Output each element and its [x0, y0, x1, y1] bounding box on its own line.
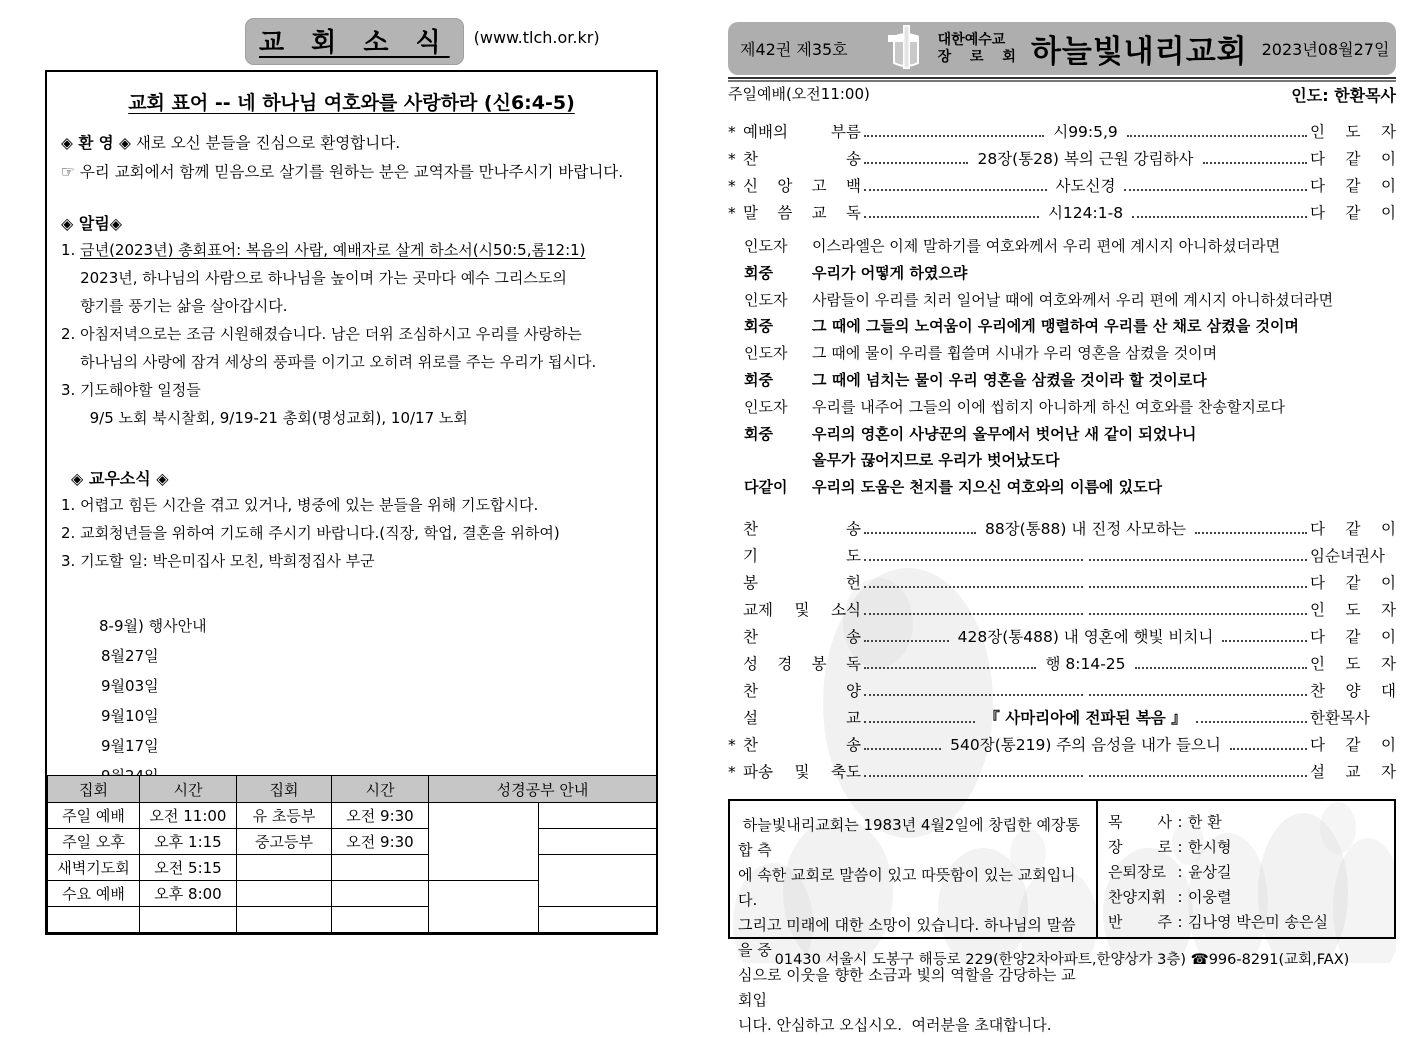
dotted-leader [1127, 126, 1307, 137]
table-row [48, 829, 657, 855]
order-item-person: 다 같 이 [1310, 177, 1396, 195]
cell-time [332, 855, 429, 881]
event-date: 9월03일 [101, 677, 159, 695]
dotted-leader [864, 739, 941, 750]
cell-meeting: 유 초등부 [237, 803, 332, 829]
cell-meeting [48, 907, 140, 933]
worship-order-list-2 [728, 517, 1396, 787]
worship-order-list [728, 120, 1396, 228]
standing-marker: * [728, 204, 736, 222]
reading-text: 우리를 내주어 그들의 이에 씹히지 아니하게 하신 여호와를 찬송할지로다 [812, 397, 1285, 416]
reading-speaker: 회중 [744, 263, 773, 282]
staff-name: 한 환 [1188, 812, 1222, 831]
dotted-leader [1132, 207, 1307, 218]
order-item-label: 교제 및 소식 [743, 600, 861, 619]
text-line: ☞ 우리 교회에서 함께 믿음으로 살기를 원하는 분은 교역자를 만나주시기 바랍니다. [61, 163, 624, 181]
text-line: 2. 교회청년들을 위하여 기도해 주시기 바랍니다.(직장, 학업, 결혼을 위하여) [61, 524, 560, 542]
intro-line: 심으로 이웃을 향한 소금과 빛의 역할을 감당하는 교회입 [738, 965, 1076, 1009]
order-item-detail: 28장(통28) 복의 근원 강림하사 [977, 150, 1194, 168]
reading-speaker: 회중 [744, 317, 773, 336]
standing-marker: * [728, 762, 736, 781]
cell-bible-study [429, 881, 539, 933]
text-line: 2023년, 하나님의 사람으로 하나님을 높이며 가는 곳마다 예수 그리스도의 [61, 269, 567, 287]
cell-bible-study [539, 907, 657, 933]
table-row [48, 803, 657, 829]
cell-time: 오전 9:30 [332, 829, 429, 855]
text-line: 9/5 노회 북시찰회, 9/19-21 총회(명성교회), 10/17 노회 [61, 409, 468, 427]
reading-text: 그 때에 넘치는 물이 우리 영혼을 삼켰을 것이라 할 것이로다 [812, 370, 1207, 389]
reading-line [744, 396, 1396, 423]
masthead-bar [728, 22, 1396, 75]
church-news-title: 교 회 소 식 [259, 28, 450, 58]
reading-line [744, 235, 1396, 262]
order-item-person: 인 도 자 [1310, 600, 1396, 619]
worship-order-row [728, 544, 1396, 571]
text-line: 향기를 풍기는 삶을 살아갑시다. [61, 297, 288, 315]
column-header: 시간 [140, 776, 237, 803]
order-item-detail: 시99:5,9 [1053, 123, 1118, 141]
dotted-leader [1124, 180, 1307, 191]
worship-order-row [728, 598, 1396, 625]
order-item-person: 임순녀권사 [1310, 546, 1385, 565]
reading-speaker: 다같이 [744, 478, 788, 497]
order-item-person: 한환목사 [1310, 708, 1370, 727]
worship-order-row [728, 760, 1396, 787]
denomination-name: 대한예수교 장 로 회 [937, 31, 1023, 65]
cell-bible-study [539, 803, 657, 829]
cell-meeting: 새벽기도회 [48, 855, 140, 881]
service-time-label: 주일예배(오전11:00) [728, 85, 870, 103]
table-row [48, 855, 657, 881]
intro-line: 그리고 미래에 대한 소망이 있습니다. 하나님의 말씀을 중 [738, 915, 1076, 959]
order-item-label: 봉 헌 [743, 573, 861, 592]
church-motto: 교회 표어 -- 네 하나님 여호와를 사랑하라 (신6:4-5) [128, 92, 575, 114]
standing-marker: * [728, 123, 736, 141]
order-item-label: 찬 송 [743, 150, 861, 168]
order-item-person: 다 같 이 [1310, 204, 1397, 222]
order-item-person: 다 같 이 [1310, 150, 1396, 168]
dotted-leader [864, 207, 1039, 218]
reading-line [744, 369, 1396, 396]
dotted-leader [864, 577, 1083, 588]
volume-issue-label: 제42권 제35호 [740, 40, 848, 59]
cell-bible-study [429, 803, 539, 881]
colon-separator: : [1177, 862, 1183, 881]
dotted-leader [864, 604, 1083, 615]
reading-line [744, 342, 1396, 369]
dotted-leader [864, 631, 949, 642]
dotted-leader [864, 180, 1047, 191]
order-item-person: 인 도 자 [1310, 123, 1397, 141]
reading-speaker: 인도자 [744, 237, 788, 255]
text-line: 2. 아침저녁으로는 조금 시원해졌습니다. 남은 더위 조심하시고 우리를 사랑하는 [61, 325, 582, 343]
worship-order-row [728, 571, 1396, 598]
reading-speaker: 회중 [744, 370, 773, 389]
event-date: 8월27일 [101, 647, 159, 665]
events-section-title: 8-9월) 행사안내 [99, 617, 207, 635]
staff-role: 장 로 [1108, 837, 1172, 856]
member-news-section [61, 491, 642, 575]
staff-name: 김나영 박은미 송은실 [1188, 912, 1328, 931]
dotted-leader [864, 550, 1083, 561]
staff-role: 목 사 [1108, 812, 1172, 831]
events-date-list [61, 641, 642, 791]
worship-order-row [728, 174, 1396, 201]
dotted-leader [1089, 766, 1308, 777]
reading-line [744, 315, 1396, 342]
reading-text: 우리의 도움은 천지를 지으신 여호와의 이름에 있도다 [812, 478, 1163, 497]
notice-section [61, 236, 642, 432]
order-item-detail: 시124:1-8 [1047, 204, 1124, 222]
order-item-detail: 사도신경 [1055, 177, 1116, 195]
staff-role: 은퇴장로 [1108, 862, 1166, 881]
dotted-leader [864, 658, 1036, 669]
order-item-label: 찬 송 [743, 735, 861, 754]
reading-line [744, 289, 1396, 316]
worship-order-row [728, 652, 1396, 679]
staff-list [1098, 801, 1394, 937]
dotted-leader [1089, 577, 1308, 588]
member-news-section-title: ◈ 교우소식 ◈ [71, 469, 169, 488]
reading-speaker: 회중 [744, 424, 773, 443]
service-info-row [728, 83, 1396, 106]
bulletin-left-page [45, 18, 658, 935]
service-leader-label: 인도: 한환목사 [1291, 86, 1396, 105]
dotted-leader [1135, 658, 1307, 669]
staff-row [1108, 836, 1394, 861]
church-name: 하늘빛내리교회 [1030, 34, 1248, 70]
staff-role: 반 주 [1108, 912, 1172, 931]
order-item-person: 다 같 이 [1310, 519, 1396, 538]
text-line: ◈ 환 영 ◈ 새로 오신 분들을 진심으로 환영합니다. [61, 134, 401, 152]
column-header-bible-study: 성경공부 안내 [429, 776, 657, 803]
order-item-label: 기 도 [743, 546, 861, 565]
reading-text: 이스라엘은 이제 말하기를 여호와께서 우리 편에 계시지 아니하셨더라면 [812, 237, 1281, 255]
order-item-label: 예배의 부름 [743, 123, 861, 141]
reading-speaker: 인도자 [744, 290, 788, 309]
bulletin-date: 2023년08월27일 [1261, 40, 1390, 59]
order-item-detail: 428장(통488) 내 영혼에 햇빛 비치니 [957, 627, 1214, 646]
cell-time: 오전 9:30 [332, 803, 429, 829]
dotted-leader [1195, 523, 1307, 534]
order-item-label: 찬 양 [743, 681, 861, 700]
order-item-person: 찬 양 대 [1310, 681, 1396, 700]
reading-text: 사람들이 우리를 치러 일어날 때에 여호와께서 우리 편에 계시지 아니하셨더라면 [812, 290, 1334, 309]
dotted-leader [864, 766, 1083, 777]
bulletin-right-page [728, 18, 1397, 1034]
cell-bible-study [539, 855, 657, 907]
cell-time [332, 881, 429, 907]
staff-row [1108, 811, 1394, 836]
dotted-leader [1089, 604, 1308, 615]
column-header: 시간 [332, 776, 429, 803]
denomination-cross-logo-icon [884, 23, 930, 75]
event-date: 9월17일 [101, 737, 159, 755]
intro-line: 니다. 안심하고 오십시오. 여러분을 초대합니다. [738, 1015, 1052, 1034]
order-item-label: 설 교 [743, 708, 861, 727]
order-item-person: 다 같 이 [1310, 573, 1396, 592]
dotted-leader [1203, 153, 1307, 164]
worship-order-row [728, 201, 1396, 228]
order-item-person: 다 같 이 [1310, 735, 1396, 754]
staff-name: 이웅렬 [1188, 887, 1232, 906]
order-item-label: 찬 송 [743, 627, 861, 646]
staff-row [1108, 861, 1394, 886]
staff-role: 찬양지휘 [1108, 887, 1166, 906]
text-line: 1. 금년(2023년) 총회표어: 복음의 사람, 예배자로 살게 하소서(시50:5,롬12:1) [61, 241, 586, 259]
left-page-header [245, 18, 658, 65]
order-item-detail: 540장(통219) 주의 음성을 내가 들으니 [950, 735, 1221, 754]
order-item-detail: 행 8:14-25 [1045, 654, 1126, 673]
order-item-label: 찬 송 [743, 519, 861, 538]
cell-meeting: 주일 예배 [48, 803, 140, 829]
cell-time [332, 907, 429, 933]
staff-name: 윤상길 [1188, 862, 1232, 881]
worship-order-row [728, 679, 1396, 706]
order-item-detail: 88장(통88) 내 진정 사모하는 [984, 519, 1187, 538]
cell-meeting [237, 881, 332, 907]
notice-section-title: ◈ 알림◈ [61, 214, 123, 233]
cell-meeting: 주일 오후 [48, 829, 140, 855]
dotted-leader [864, 685, 1083, 696]
reading-speaker: 인도자 [744, 397, 788, 416]
colon-separator: : [1177, 812, 1183, 831]
order-item-person: 설 교 자 [1310, 762, 1396, 781]
reading-speaker: 인도자 [744, 344, 788, 363]
order-item-person: 인 도 자 [1310, 654, 1396, 673]
church-website-url: (www.tlch.or.kr) [473, 28, 600, 47]
text-line: 3. 기도할 일: 박은미집사 모친, 박희정집사 부군 [61, 552, 375, 570]
table-row [48, 907, 657, 933]
dotted-leader [1222, 631, 1307, 642]
reading-line [744, 262, 1396, 289]
dotted-leader [864, 153, 968, 164]
staff-row [1108, 886, 1394, 911]
worship-order-row [728, 706, 1396, 733]
standing-marker: * [728, 177, 736, 195]
left-page-content-box [45, 70, 658, 935]
text-line: 3. 기도해야할 일정들 [61, 381, 201, 399]
reading-line [744, 449, 1396, 476]
order-item-label: 성 경 봉 독 [743, 654, 861, 673]
dotted-leader [864, 523, 976, 534]
column-header: 집회 [48, 776, 140, 803]
order-item-person: 다 같 이 [1310, 627, 1396, 646]
cell-meeting [237, 855, 332, 881]
church-news-title-box [245, 18, 464, 65]
church-address-footer: 01430 서울시 도봉구 해등로 229(한양2차아파트,한양상가 3층) ☎996-8291(교회,FAX) [774, 951, 1350, 968]
intro-line: 하늘빛내리교회는 1983년 4월2일에 창립한 예장통합 측 [738, 815, 1080, 859]
cell-meeting: 수요 예배 [48, 881, 140, 907]
reading-line [744, 423, 1396, 450]
dotted-leader [1089, 685, 1308, 696]
dotted-leader [1196, 712, 1307, 723]
event-date: 9월10일 [101, 707, 159, 725]
dotted-leader [1230, 739, 1307, 750]
responsive-reading [728, 235, 1396, 503]
divider-double-line [728, 77, 1396, 82]
order-item-label: 말 씀 교 독 [743, 204, 861, 222]
staff-name: 한시형 [1188, 837, 1232, 856]
colon-separator: : [1177, 887, 1183, 906]
cell-meeting [237, 907, 332, 933]
order-item-detail: 『 사마리아에 전파된 복음 』 [984, 708, 1187, 727]
standing-marker: * [728, 735, 736, 754]
text-line: 하나님의 사랑에 잠겨 세상의 풍파를 이기고 오히려 위로를 주는 우리가 됩시다. [61, 353, 597, 371]
welcome-section [61, 129, 642, 187]
reading-text: 그 때에 물이 우리를 휩쓸며 시내가 우리 영혼을 삼켰을 것이며 [812, 344, 1218, 363]
cell-time: 오전 5:15 [140, 855, 237, 881]
reading-text: 올무가 끊어지므로 우리가 벗어났도다 [812, 451, 1060, 470]
worship-order-row [728, 625, 1396, 652]
standing-marker: * [728, 150, 736, 168]
cell-time: 오전 11:00 [140, 803, 237, 829]
reading-text: 우리의 영혼이 사냥꾼의 올무에서 벗어난 새 같이 되었나니 [812, 424, 1197, 443]
dotted-leader [864, 126, 1044, 137]
table-header-row [48, 776, 657, 803]
colon-separator: : [1177, 912, 1183, 931]
dotted-leader [1089, 550, 1308, 561]
order-item-label: 신 앙 고 백 [743, 177, 861, 195]
cell-bible-study [539, 829, 657, 855]
colon-separator: : [1177, 837, 1183, 856]
text-line: 1. 어렵고 힘든 시간을 겪고 있거나, 병중에 있는 분들을 위해 기도합시다. [61, 496, 539, 514]
worship-order-row [728, 120, 1396, 147]
service-schedule-table [47, 775, 657, 933]
staff-row [1108, 911, 1394, 936]
cell-meeting: 중고등부 [237, 829, 332, 855]
intro-line: 에 속한 교회로 말씀이 있고 따뜻함이 있는 교회입니다. [738, 865, 1076, 909]
reading-text: 우리가 어떻게 하였으랴 [812, 263, 968, 282]
dotted-leader [864, 712, 975, 723]
cell-time: 오후 8:00 [140, 881, 237, 907]
worship-order-row [728, 517, 1396, 544]
reading-text: 그 때에 그들의 노여움이 우리에게 맹렬하여 우리를 산 채로 삼켰을 것이며 [812, 317, 1299, 336]
cell-time [140, 907, 237, 933]
cell-time: 오후 1:15 [140, 829, 237, 855]
reading-line [744, 476, 1396, 503]
column-header: 집회 [237, 776, 332, 803]
worship-order-row [728, 147, 1396, 174]
worship-order-row [728, 733, 1396, 760]
order-item-label: 파송 및 축도 [743, 762, 861, 781]
